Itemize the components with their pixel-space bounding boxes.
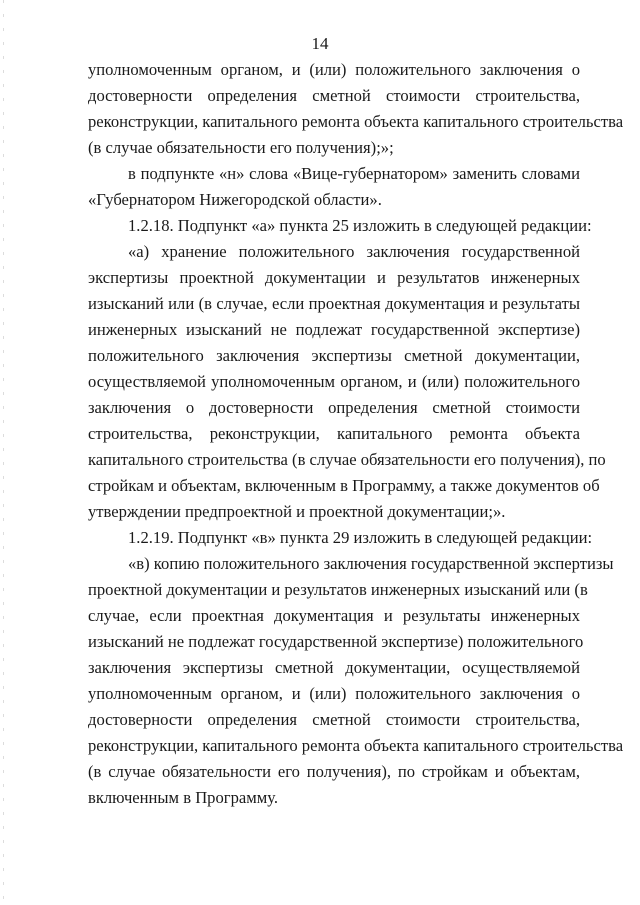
text-line: инженерных изысканий не подлежат государственной экспертизе) <box>88 320 580 339</box>
text-line: (в случае обязательности его получения);»; <box>88 138 394 157</box>
text-line: реконструкции, капитального ремонта объекта капитального строительства <box>88 112 624 131</box>
scan-edge-artifact <box>3 0 4 905</box>
clause-1-2-18-heading: 1.2.18. Подпункт «а» пункта 25 изложить в следующей редакции: <box>128 216 592 235</box>
text-line: заключения о достоверности определения сметной стоимости <box>88 398 580 417</box>
text-line: уполномоченным органом, и (или) положительного заключения о <box>88 684 580 703</box>
paragraph-first-line: «в) копию положительного заключения государственной экспертизы <box>128 554 614 573</box>
text-line: строительства, реконструкции, капитального ремонта объекта <box>88 424 580 443</box>
text-line: положительного заключения экспертизы сметной документации, <box>88 346 580 365</box>
text-line: достоверности определения сметной стоимости строительства, <box>88 86 580 105</box>
text-line: проектной документации и результатов инженерных изысканий или (в <box>88 580 588 599</box>
text-line: уполномоченным органом, и (или) положительного заключения о <box>88 60 580 79</box>
text-line: изысканий или (в случае, если проектная документация и результаты <box>88 294 580 313</box>
text-line: включенным в Программу. <box>88 788 279 807</box>
text-line: случае, если проектная документация и результаты инженерных <box>88 606 580 625</box>
text-line: достоверности определения сметной стоимости строительства, <box>88 710 580 729</box>
text-line: реконструкции, капитального ремонта объекта капитального строительства <box>88 736 624 755</box>
text-line: изысканий не подлежат государственной экспертизе) положительного <box>88 632 584 651</box>
text-line: стройкам и объектам, включенным в Программу, а также документов об <box>88 476 600 495</box>
clause-1-2-19-heading: 1.2.19. Подпункт «в» пункта 29 изложить в следующей редакции: <box>128 528 593 547</box>
text-line: капитального строительства (в случае обязательности его получения), по <box>88 450 606 469</box>
text-line: (в случае обязательности его получения), по стройкам и объектам, <box>88 762 580 781</box>
text-line: утверждении предпроектной и проектной документации;». <box>88 502 506 521</box>
text-line: осуществляемой уполномоченным органом, и (или) положительного <box>88 372 580 391</box>
paragraph-first-line: в подпункте «н» слова «Вице-губернатором» заменить словами <box>128 164 580 183</box>
text-line: экспертизы проектной документации и результатов инженерных <box>88 268 580 287</box>
page-number: 14 <box>311 34 329 53</box>
text-line: «Губернатором Нижегородской области». <box>88 190 382 209</box>
paragraph-first-line: «а) хранение положительного заключения государственной <box>128 242 580 261</box>
text-line: заключения экспертизы сметной документации, осуществляемой <box>88 658 580 677</box>
